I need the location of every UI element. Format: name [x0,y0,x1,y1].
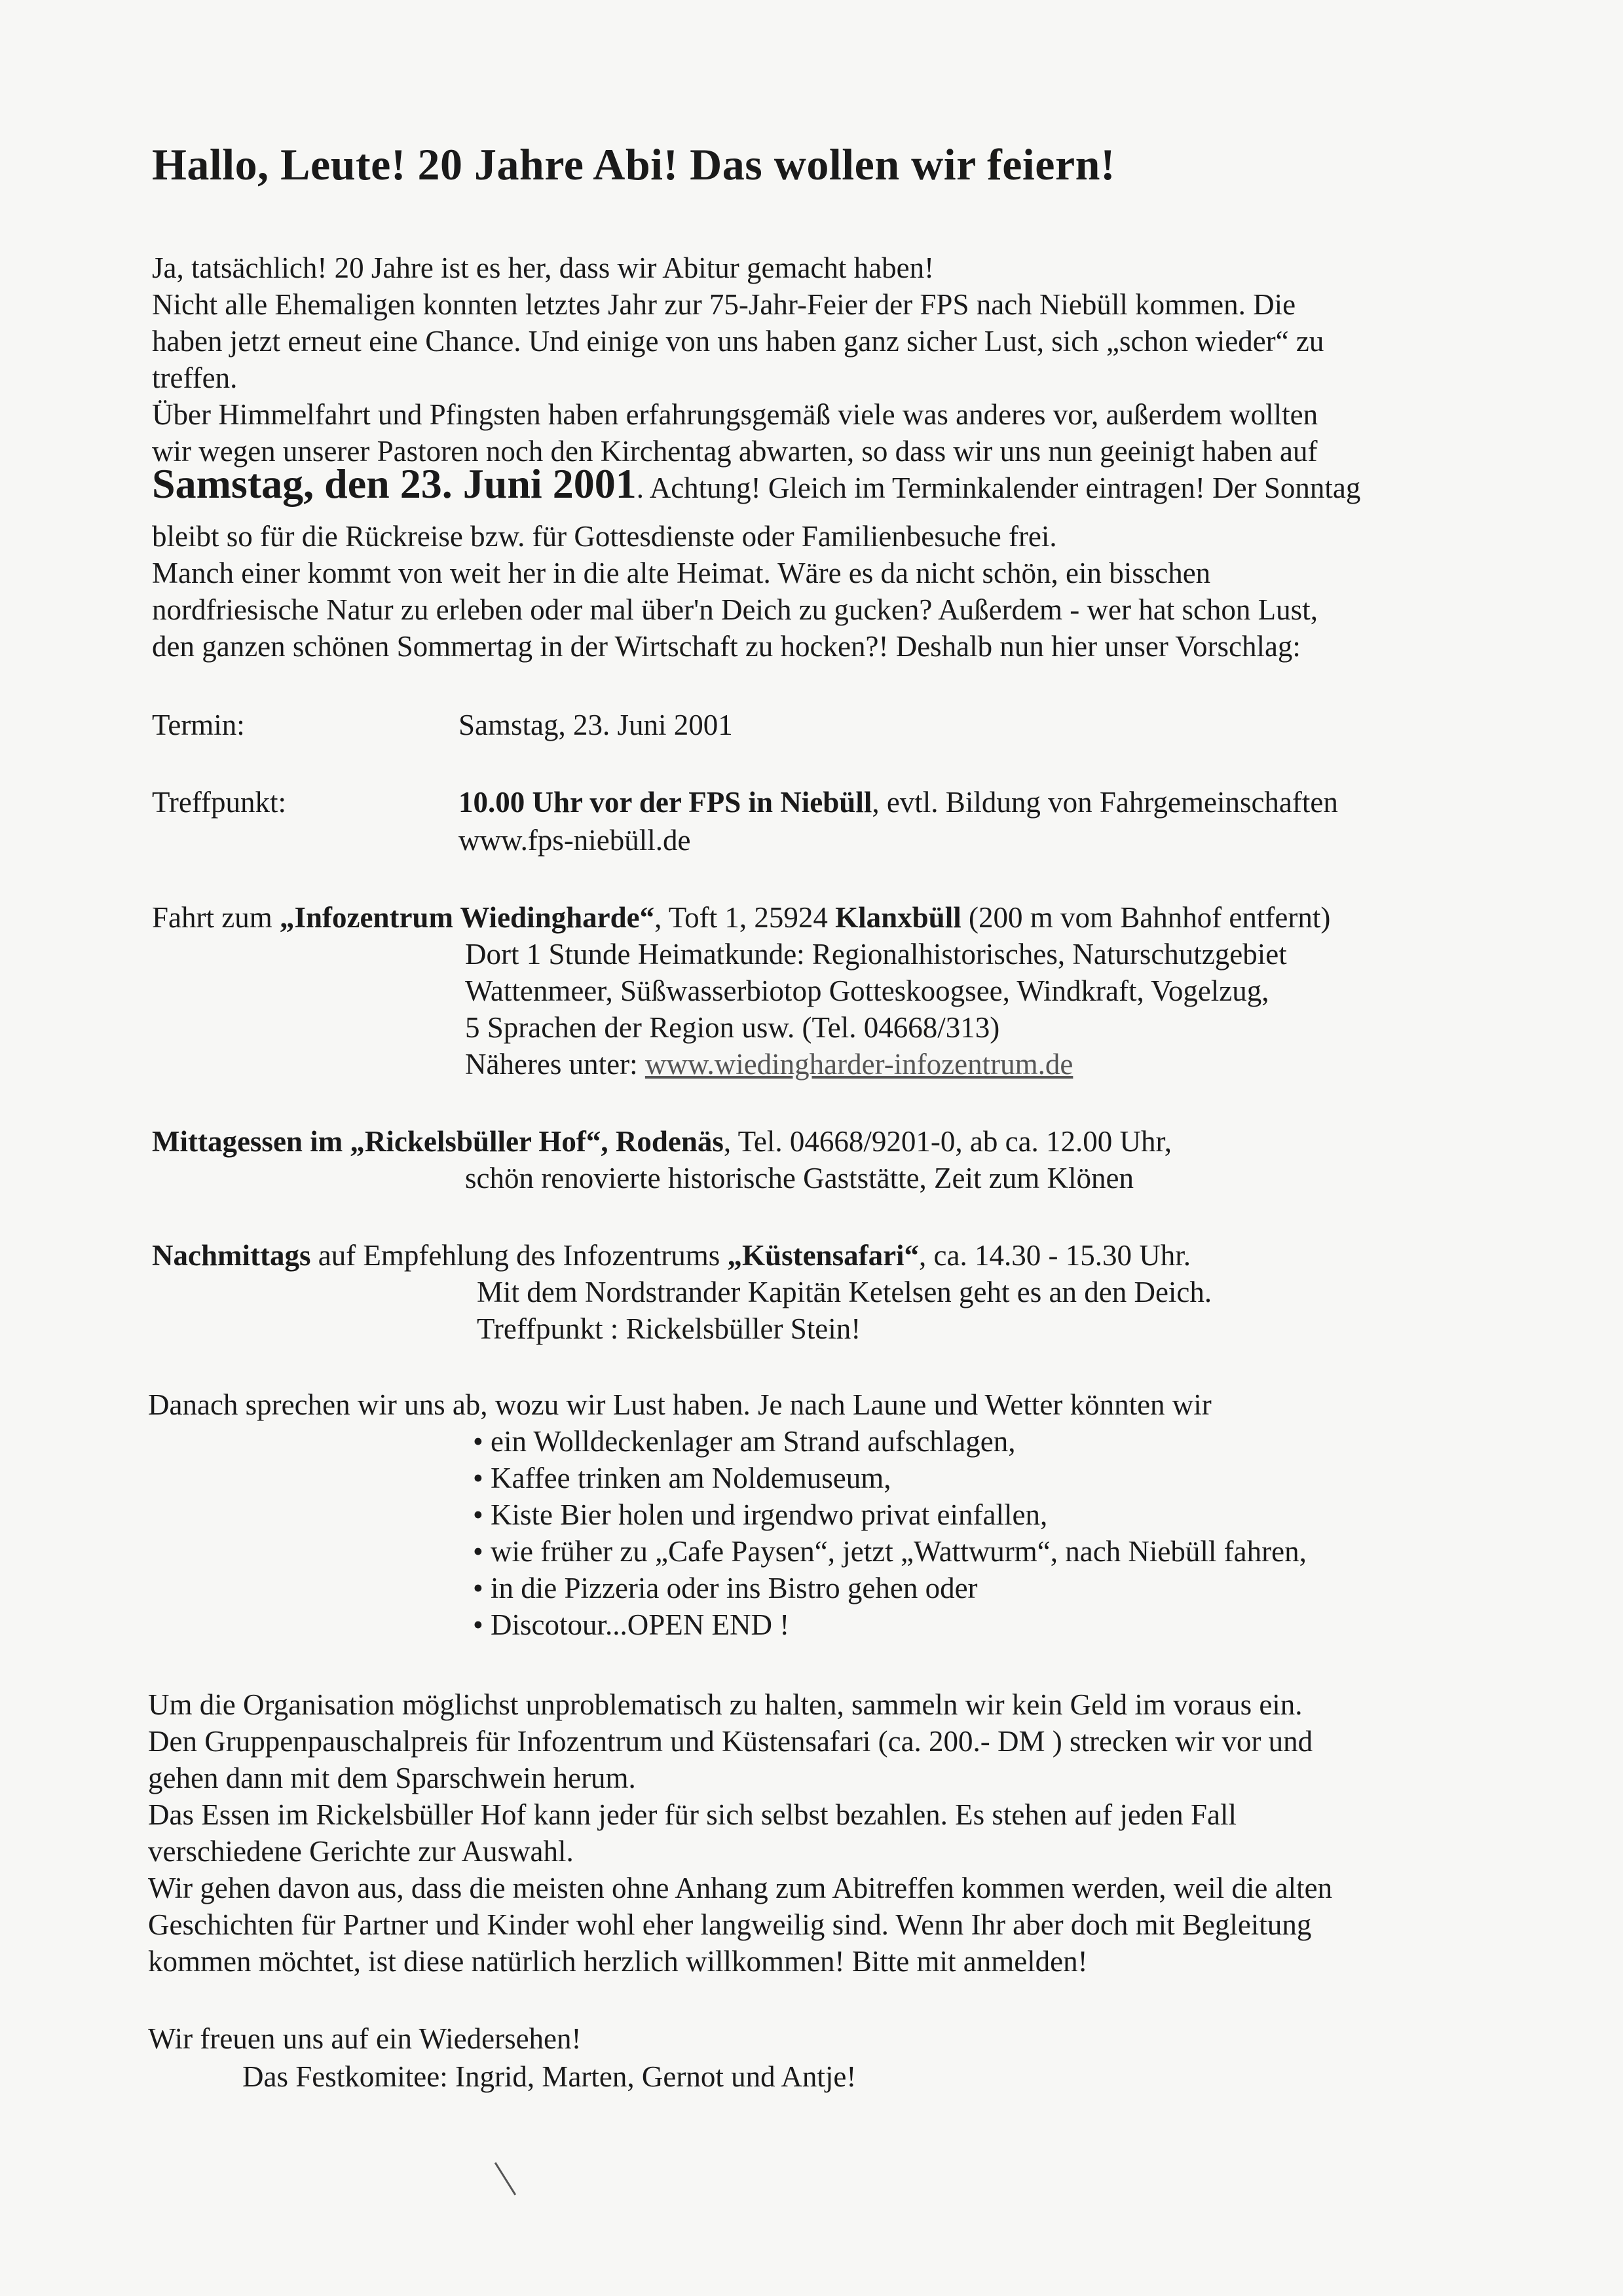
list-item: • ein Wolldeckenlager am Strand aufschlagen, [473,1425,1016,1458]
intro-line-7-rest: . Achtung! Gleich im Terminkalender eintragen! Der Sonntag [636,472,1361,504]
stray-pen-mark [494,2162,516,2196]
intro-line-10: nordfriesische Natur zu erleben oder mal über'n Deich zu gucken? Außerdem - wer hat schon Lust, [152,593,1318,626]
fahrt-line-4: 5 Sprachen der Region usw. (Tel. 04668/313) [465,1011,1000,1044]
orga-line-4: Das Essen im Rickelsbüller Hof kann jeder für sich selbst bezahlen. Es stehen auf jeden Fall [148,1798,1237,1831]
event-date-highlight: Samstag, den 23. Juni 2001 [152,460,637,507]
nachmittag-line-3: Treffpunkt : Rickelsbüller Stein! [477,1312,861,1345]
intro-line-8: bleibt so für die Rückreise bzw. für Gottesdienste oder Familienbesuche frei. [152,520,1057,553]
intro-line-11: den ganzen schönen Sommertag in der Wirtschaft zu hocken?! Deshalb nun hier unser Vorschlag: [152,630,1301,663]
nachmittag-event: „Küstensafari“ [727,1239,920,1272]
intro-line-9: Manch einer kommt von weit her in die alte Heimat. Wäre es da nicht schön, ein bisschen [152,557,1211,589]
fahrt-line-3: Wattenmeer, Süßwasserbiotop Gotteskoogsee, Windkraft, Vogelzug, [465,974,1269,1007]
closing-line-1: Wir freuen uns auf ein Wiedersehen! [148,2022,582,2055]
orga-line-3: gehen dann mit dem Sparschwein herum. [148,1762,636,1794]
fahrt-line-2: Dort 1 Stunde Heimatkunde: Regionalhistorisches, Naturschutzgebiet [465,938,1287,971]
orga-line-6: Wir gehen davon aus, dass die meisten ohne Anhang zum Abitreffen kommen werden, weil die alten [148,1872,1333,1904]
signature-line: Das Festkomitee: Ingrid, Marten, Gernot und Antje! [242,2060,857,2093]
page-title: Hallo, Leute! 20 Jahre Abi! Das wollen wir feiern! [152,139,1116,189]
list-item: • wie früher zu „Cafe Paysen“, jetzt „Wattwurm“, nach Niebüll fahren, [473,1535,1307,1568]
treffpunkt-time: 10.00 Uhr vor der FPS in Niebüll [458,786,872,819]
treffpunkt-url: www.fps-niebüll.de [458,824,691,857]
mittag-line-2: schön renovierte historische Gaststätte, Zeit zum Klönen [465,1162,1134,1194]
orga-line-8: kommen möchtet, ist diese natürlich herzlich willkommen! Bitte mit anmelden! [148,1945,1088,1978]
fahrt-destination: „Infozentrum Wiedingharde“ [279,901,655,934]
fahrt-distance: (200 m vom Bahnhof entfernt) [961,901,1331,934]
fahrt-address: , Toft 1, 25924 [654,901,836,934]
orga-line-1: Um die Organisation möglichst unproblematisch zu halten, sammeln wir kein Geld im voraus ein. [148,1688,1303,1721]
danach-intro: Danach sprechen wir uns ab, wozu wir Lust haben. Je nach Laune und Wetter könnten wir [148,1388,1212,1421]
fahrt-prefix: Fahrt zum [152,901,280,934]
nachmittag-mid: auf Empfehlung des Infozentrums [310,1239,728,1272]
treffpunkt-label: Treffpunkt: [152,786,287,819]
treffpunkt-rest: , evtl. Bildung von Fahrgemeinschaften [872,786,1338,819]
intro-line-2: Nicht alle Ehemaligen konnten letztes Jahr zur 75-Jahr-Feier der FPS nach Niebüll kommen. Die [152,288,1296,321]
intro-line-7 [152,460,1361,507]
intro-line-3: haben jetzt erneut eine Chance. Und einige von uns haben ganz sicher Lust, sich „schon wieder“ zu [152,325,1324,358]
nachmittag-time: , ca. 14.30 - 15.30 Uhr. [919,1239,1191,1272]
nachmittag-line-1 [152,1238,1191,1273]
intro-line-6: wir wegen unserer Pastoren noch den Kirchentag abwarten, so dass wir uns nun geeinigt haben auf [152,435,1318,468]
list-item: • Kaffee trinken am Noldemuseum, [473,1462,891,1494]
orga-line-2: Den Gruppenpauschalpreis für Infozentrum und Küstensafari (ca. 200.- DM ) strecken wir vor und [148,1725,1313,1758]
nachmittag-line-2: Mit dem Nordstrander Kapitän Ketelsen geht es an den Deich. [477,1276,1212,1308]
fahrt-more-label: Näheres unter: [465,1048,645,1081]
nachmittag-label: Nachmittags [152,1239,311,1272]
mittag-details: , Tel. 04668/9201-0, ab ca. 12.00 Uhr, [723,1125,1172,1158]
orga-line-5: verschiedene Gerichte zur Auswahl. [148,1835,574,1868]
fahrt-line-1 [152,900,1330,935]
treffpunkt-value [458,785,1338,820]
list-item: • Discotour...OPEN END ! [473,1608,790,1641]
infozentrum-link[interactable]: www.wiedingharder-infozentrum.de [644,1048,1073,1081]
termin-label: Termin: [152,709,245,741]
fahrt-line-5 [465,1046,1073,1082]
intro-line-1: Ja, tatsächlich! 20 Jahre ist es her, dass wir Abitur gemacht haben! [152,251,935,284]
list-item: • Kiste Bier holen und irgendwo privat einfallen, [473,1498,1048,1531]
fahrt-town: Klanxbüll [835,901,961,934]
mittag-venue: Mittagessen im „Rickelsbüller Hof“, Rodenäs [152,1125,724,1158]
intro-line-4: treffen. [152,361,238,394]
intro-line-5: Über Himmelfahrt und Pfingsten haben erfahrungsgemäß viele was anderes vor, außerdem wollten [152,398,1318,431]
termin-value: Samstag, 23. Juni 2001 [458,709,733,741]
orga-line-7: Geschichten für Partner und Kinder wohl eher langweilig sind. Wenn Ihr aber doch mit Begleitung [148,1908,1312,1941]
mittag-line-1 [152,1124,1172,1159]
list-item: • in die Pizzeria oder ins Bistro gehen oder [473,1572,978,1604]
